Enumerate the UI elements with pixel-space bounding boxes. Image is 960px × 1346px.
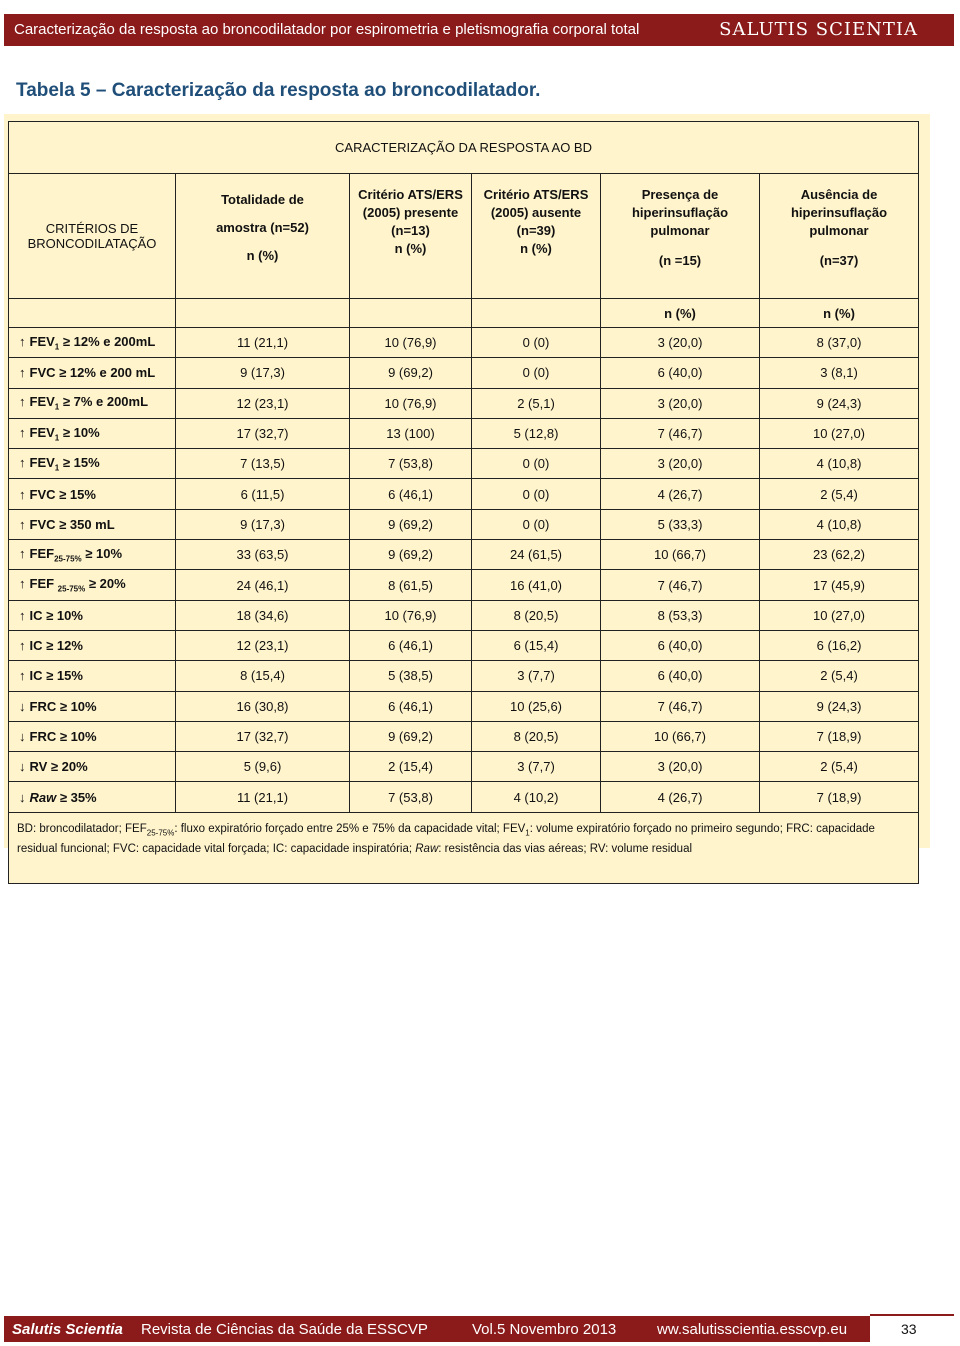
criterion-cell: [9, 661, 176, 691]
value-cell: 8 (20,5): [472, 600, 601, 630]
arrow-down-icon: ↓: [19, 759, 26, 775]
criterion-subscript: 1: [54, 463, 60, 473]
table-row: [9, 358, 919, 388]
arrow-up-icon: ↑: [19, 365, 26, 381]
value-cell: 5 (33,3): [601, 509, 760, 539]
value-cell: 0 (0): [472, 509, 601, 539]
value-cell: 7 (13,5): [176, 449, 350, 479]
hyper-present-n-label: n (%): [601, 299, 760, 328]
value-cell: 0 (0): [472, 328, 601, 358]
value-cell: 6 (46,1): [350, 630, 472, 660]
note-sub: 1: [525, 828, 530, 838]
col-hyper-absent-header: [760, 174, 919, 299]
criterion-label: FRC ≥ 10%: [29, 729, 97, 744]
table-title: CARACTERIZAÇÃO DA RESPOSTA AO BD: [9, 122, 919, 174]
note-sub: 25-75%: [146, 828, 175, 838]
value-cell: 3 (20,0): [601, 388, 760, 418]
value-cell: 0 (0): [472, 449, 601, 479]
logo-text: SALUTIS SCIENTIA: [719, 19, 918, 40]
table-row: [9, 479, 919, 509]
table-row: [9, 540, 919, 570]
sub-header-empty: [176, 299, 350, 328]
value-cell: 4 (26,7): [601, 479, 760, 509]
page-number: 33: [901, 1321, 917, 1337]
criterion-label: RV ≥ 20%: [29, 759, 88, 775]
table-row: [9, 661, 919, 691]
value-cell: 33 (63,5): [176, 540, 350, 570]
ats-present-n: n (%): [394, 241, 427, 256]
criterion-label: FVC ≥ 15%: [29, 486, 96, 502]
note-part: : resistência das vias aéreas; RV: volume residual: [438, 843, 693, 856]
arrow-up-icon: ↑: [19, 394, 26, 410]
value-cell: 0 (0): [472, 358, 601, 388]
value-cell: 9 (24,3): [760, 691, 919, 721]
table-row: [9, 691, 919, 721]
criterion-threshold: ≥ 10%: [81, 545, 123, 561]
value-cell: 16 (30,8): [176, 691, 350, 721]
value-cell: 6 (16,2): [760, 630, 919, 660]
value-cell: 9 (69,2): [350, 721, 472, 751]
criterion-cell: [9, 540, 176, 570]
col-hyper-present-header: [601, 174, 760, 299]
value-cell: 3 (8,1): [760, 358, 919, 388]
footer-brand: Salutis Scientia: [12, 1321, 123, 1338]
arrow-up-icon: ↑: [19, 576, 26, 592]
criterion-label: FEV: [29, 455, 55, 471]
criterion-subscript: 1: [54, 433, 60, 443]
value-cell: 6 (40,0): [601, 661, 760, 691]
table-row: [9, 418, 919, 448]
criterion-cell: [9, 479, 176, 509]
running-title: Caracterização da resposta ao broncodilatador por espirometria e pletismografia corporal total: [14, 21, 640, 38]
value-cell: 2 (15,4): [350, 752, 472, 782]
criterion-label: FVC ≥ 350 mL: [29, 516, 115, 532]
value-cell: 10 (66,7): [601, 540, 760, 570]
value-cell: 11 (21,1): [176, 782, 350, 812]
criterion-threshold: ≥ 15%: [59, 455, 100, 471]
table-row: [9, 388, 919, 418]
value-cell: 7 (53,8): [350, 449, 472, 479]
value-cell: 23 (62,2): [760, 540, 919, 570]
value-cell: 2 (5,4): [760, 479, 919, 509]
value-cell: 7 (18,9): [760, 782, 919, 812]
value-cell: 7 (53,8): [350, 782, 472, 812]
criterion-cell: [9, 358, 176, 388]
value-cell: 3 (20,0): [601, 752, 760, 782]
criterion-cell: [9, 328, 176, 358]
footer-url[interactable]: ww.salutisscientia.esscvp.eu: [657, 1321, 848, 1338]
table-caption: Tabela 5 – Caracterização da resposta ao broncodilatador.: [16, 80, 541, 101]
criterion-label: FEV: [29, 394, 55, 410]
value-cell: 17 (32,7): [176, 418, 350, 448]
value-cell: 4 (26,7): [601, 782, 760, 812]
criterion-cell: [9, 782, 176, 812]
criterion-subscript: 1: [54, 403, 60, 413]
value-cell: 6 (46,1): [350, 691, 472, 721]
value-cell: 8 (37,0): [760, 328, 919, 358]
value-cell: 8 (53,3): [601, 600, 760, 630]
value-cell: 9 (17,3): [176, 509, 350, 539]
value-cell: 5 (12,8): [472, 418, 601, 448]
value-cell: 8 (20,5): [472, 721, 601, 751]
value-cell: 11 (21,1): [176, 328, 350, 358]
criterion-label: FRC ≥ 10%: [29, 698, 97, 714]
ats-absent-line3: (n=39): [516, 223, 556, 238]
hyper-absent-count: (n=37): [819, 253, 859, 268]
col-total-header: [176, 174, 350, 299]
criterion-cell: [9, 752, 176, 782]
total-line1: Totalidade de: [221, 192, 304, 207]
criterion-label: FEV: [29, 424, 55, 440]
criterion-subscript: 1: [54, 342, 60, 352]
criterion-cell: [9, 509, 176, 539]
note-italic: Raw: [415, 843, 439, 856]
ats-present-line1: Critério ATS/ERS: [358, 187, 463, 202]
value-cell: 5 (9,6): [176, 752, 350, 782]
ats-absent-n: n (%): [520, 241, 552, 256]
arrow-up-icon: ↑: [19, 424, 26, 440]
value-cell: 6 (40,0): [601, 358, 760, 388]
value-cell: 2 (5,1): [472, 388, 601, 418]
criterion-label: IC ≥ 10%: [29, 607, 83, 623]
value-cell: 4 (10,8): [760, 509, 919, 539]
criterion-cell: [9, 600, 176, 630]
arrow-up-icon: ↑: [19, 638, 26, 654]
total-line2: amostra (n=52): [216, 220, 309, 235]
value-cell: 24 (61,5): [472, 540, 601, 570]
col-ats-present-header: [350, 174, 472, 299]
value-cell: 4 (10,8): [760, 449, 919, 479]
hyper-present-line3: pulmonar: [650, 223, 710, 238]
criterion-label: FVC ≥ 12% e 200 mL: [29, 365, 156, 381]
criterion-cell: [9, 418, 176, 448]
col-criteria-header: [9, 174, 176, 299]
value-cell: 17 (32,7): [176, 721, 350, 751]
sub-header-empty: [350, 299, 472, 328]
table-row: [9, 752, 919, 782]
criterion-label: FEF: [29, 545, 55, 561]
criterion-threshold: ≥ 10%: [59, 424, 100, 440]
table-row: [9, 721, 919, 751]
footer-journal: Revista de Ciências da Saúde da ESSCVP: [141, 1321, 428, 1338]
arrow-up-icon: ↑: [19, 486, 26, 502]
criterion-threshold: ≥ 20%: [85, 576, 126, 592]
criterion-cell: [9, 570, 176, 600]
hyper-present-line1: Presença de: [641, 187, 719, 202]
hyper-absent-n-label: n (%): [760, 299, 919, 328]
col-ats-absent-header: [472, 174, 601, 299]
table-row: [9, 328, 919, 358]
value-cell: 4 (10,2): [472, 782, 601, 812]
total-n: n (%): [246, 248, 279, 263]
criterion-subscript: 25-75%: [54, 554, 82, 564]
value-cell: 6 (15,4): [472, 630, 601, 660]
hyper-absent-line1: Ausência de: [800, 187, 878, 202]
value-cell: 10 (76,9): [350, 328, 472, 358]
value-cell: 8 (61,5): [350, 570, 472, 600]
criterion-cell: [9, 721, 176, 751]
value-cell: 12 (23,1): [176, 388, 350, 418]
criterion-threshold: ≥ 35%: [56, 789, 97, 805]
note-part: : fluxo expiratório forçado entre 25% e 75% da capacidade vital; FEV: [174, 822, 526, 835]
table-row: [9, 509, 919, 539]
sub-header-empty: [9, 299, 176, 328]
table-row: [9, 449, 919, 479]
table-row: [9, 782, 919, 812]
journal-logo: [719, 19, 918, 40]
value-cell: 18 (34,6): [176, 600, 350, 630]
criterion-label: IC ≥ 12%: [29, 638, 83, 654]
value-cell: 7 (46,7): [601, 570, 760, 600]
ats-present-line3: (n=13): [391, 223, 430, 238]
value-cell: 10 (27,0): [760, 600, 919, 630]
criterion-cell: [9, 388, 176, 418]
arrow-down-icon: ↓: [19, 698, 26, 714]
arrow-up-icon: ↑: [19, 668, 26, 684]
sub-header-empty: [472, 299, 601, 328]
hyper-absent-line2: hiperinsuflação: [790, 205, 888, 220]
ats-absent-line2: (2005) ausente: [490, 205, 582, 220]
value-cell: 8 (15,4): [176, 661, 350, 691]
value-cell: 9 (24,3): [760, 388, 919, 418]
arrow-up-icon: ↑: [19, 607, 26, 623]
criterion-label: FEV: [29, 333, 55, 349]
arrow-up-icon: ↑: [19, 516, 26, 532]
value-cell: 2 (5,4): [760, 752, 919, 782]
value-cell: 10 (27,0): [760, 418, 919, 448]
value-cell: 12 (23,1): [176, 630, 350, 660]
value-cell: 10 (76,9): [350, 600, 472, 630]
hyper-present-count: (n =15): [658, 253, 702, 268]
note-part: BD: broncodilatador; FEF: [17, 822, 147, 835]
hyper-present-line2: hiperinsuflação: [631, 205, 729, 220]
ats-absent-line1: Critério ATS/ERS: [483, 187, 589, 202]
footer-rule: [870, 1314, 954, 1316]
ats-present-line2: (2005) presente: [362, 205, 459, 220]
value-cell: 3 (7,7): [472, 661, 601, 691]
criterion-subscript: 25-75%: [57, 584, 86, 594]
arrow-down-icon: ↓: [19, 789, 26, 805]
table-row: [9, 600, 919, 630]
criterion-cell: [9, 691, 176, 721]
value-cell: 7 (46,7): [601, 691, 760, 721]
value-cell: 7 (46,7): [601, 418, 760, 448]
criterion-threshold: ≥ 7% e 200mL: [59, 394, 149, 410]
table-row: [9, 570, 919, 600]
note-part: : volume expiratório forçado no primeiro segundo; FRC: capacidade residual funcional; FVC: capacidade vital forçada; IC: capacidade inspiratória;: [17, 822, 875, 856]
criterion-threshold: ≥ 12% e 200mL: [59, 333, 156, 349]
value-cell: 3 (20,0): [601, 449, 760, 479]
value-cell: 16 (41,0): [472, 570, 601, 600]
value-cell: 10 (66,7): [601, 721, 760, 751]
criterion-cell: [9, 449, 176, 479]
table-body: [9, 328, 919, 813]
value-cell: 6 (46,1): [350, 479, 472, 509]
value-cell: 9 (69,2): [350, 540, 472, 570]
criterion-label: IC ≥ 15%: [29, 668, 83, 684]
value-cell: 0 (0): [472, 479, 601, 509]
criteria-label: CRITÉRIOS DE BRONCODILATAÇÃO: [27, 221, 157, 251]
value-cell: 6 (11,5): [176, 479, 350, 509]
value-cell: 7 (18,9): [760, 721, 919, 751]
header-band: [4, 14, 954, 46]
criterion-cell: [9, 630, 176, 660]
value-cell: 10 (25,6): [472, 691, 601, 721]
hyper-absent-line3: pulmonar: [809, 223, 869, 238]
value-cell: 6 (40,0): [601, 630, 760, 660]
value-cell: 3 (20,0): [601, 328, 760, 358]
footer-band: [4, 1316, 870, 1342]
value-cell: 5 (38,5): [350, 661, 472, 691]
value-cell: 9 (69,2): [350, 509, 472, 539]
arrow-down-icon: ↓: [19, 729, 26, 744]
footer-volume: Vol.5 Novembro 2013: [472, 1321, 617, 1338]
value-cell: 10 (76,9): [350, 388, 472, 418]
value-cell: 17 (45,9): [760, 570, 919, 600]
criterion-label: FEF: [29, 576, 58, 592]
table-footnote: [9, 812, 919, 883]
arrow-up-icon: ↑: [19, 545, 26, 561]
criterion-label: Raw: [29, 789, 57, 805]
value-cell: 9 (69,2): [350, 358, 472, 388]
value-cell: 24 (46,1): [176, 570, 350, 600]
value-cell: 9 (17,3): [176, 358, 350, 388]
table-row: [9, 630, 919, 660]
value-cell: 13 (100): [350, 418, 472, 448]
value-cell: 3 (7,7): [472, 752, 601, 782]
value-cell: 2 (5,4): [760, 661, 919, 691]
results-table: [8, 121, 919, 884]
arrow-up-icon: ↑: [19, 333, 26, 349]
arrow-up-icon: ↑: [19, 455, 26, 471]
